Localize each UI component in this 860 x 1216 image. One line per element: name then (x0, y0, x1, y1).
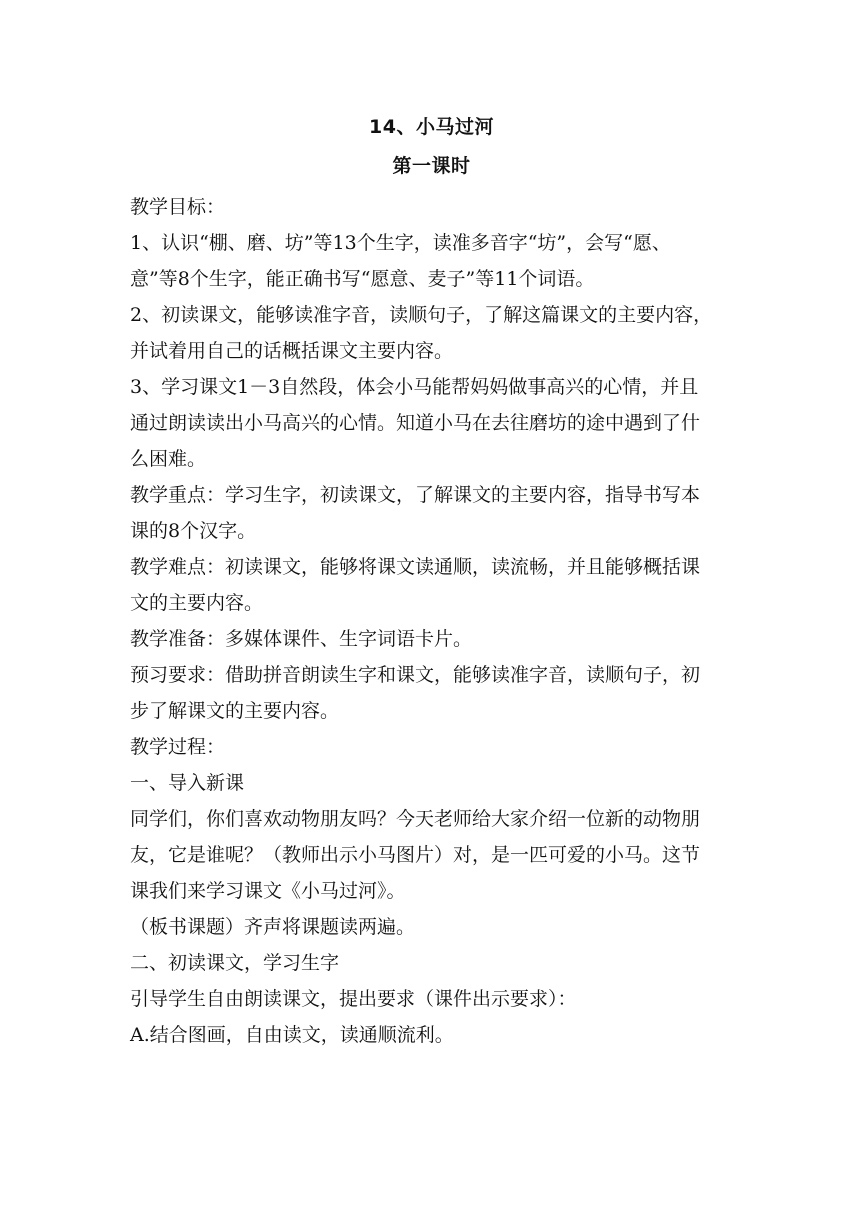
teaching-focus: 教学重点：学习生字，初读课文，了解课文的主要内容，指导书写本 课的8个汉字。 (130, 484, 701, 542)
step-1-text: 同学们，你们喜欢动物朋友吗？今天老师给大家介绍一位新的动物朋 友，它是谁呢？（教师出示小马图片）对，是一匹可爱的小马。这节 课我们来学习课文《小马过河》。 (130, 808, 701, 902)
objective-1: 1、认识“棚、磨、坊”等13个生字，读准多音字“坊”，会写“愿、 意”等8个生字，能正确书写“愿意、麦子”等11个词语。 (130, 232, 671, 290)
paragraph-list (130, 189, 733, 1053)
objective-2: 2、初读课文，能够读准字音，读顺句子，了解这篇课文的主要内容， 并试着用自己的话概括课文主要内容。 (130, 304, 713, 362)
lesson-title: 14、小马过河 (369, 116, 494, 138)
step-2-heading: 二、初读课文，学习生字 (130, 952, 340, 974)
step-2-text: 引导学生自由朗读课文，提出要求（课件出示要求）： (130, 988, 577, 1010)
section-heading-process: 教学过程： (130, 736, 226, 758)
lesson-subtitle: 第一课时 (392, 155, 471, 177)
step-2-item-a: A.结合图画，自由读文，读通顺流利。 (130, 1024, 454, 1046)
objective-3: 3、学习课文1－3自然段，体会小马能帮妈妈做事高兴的心情，并且 通过朗读读出小马高兴的心情。知道小马在去往磨坊的途中遇到了什 么困难。 (130, 376, 701, 470)
step-1-board-note: （板书课题）齐声将课题读两遍。 (130, 916, 416, 938)
step-1-heading: 一、导入新课 (130, 772, 245, 794)
teaching-preparation: 教学准备：多媒体课件、生字词语卡片。 (130, 628, 473, 650)
document-content (130, 110, 733, 1053)
teaching-difficulty: 教学难点：初读课文，能够将课文读通顺，读流畅，并且能够概括课 文的主要内容。 (130, 556, 701, 614)
section-heading-objectives: 教学目标： (130, 196, 226, 218)
preview-requirement: 预习要求：借助拼音朗读生字和课文，能够读准字音，读顺句子，初 步了解课文的主要内容。 (130, 664, 701, 722)
